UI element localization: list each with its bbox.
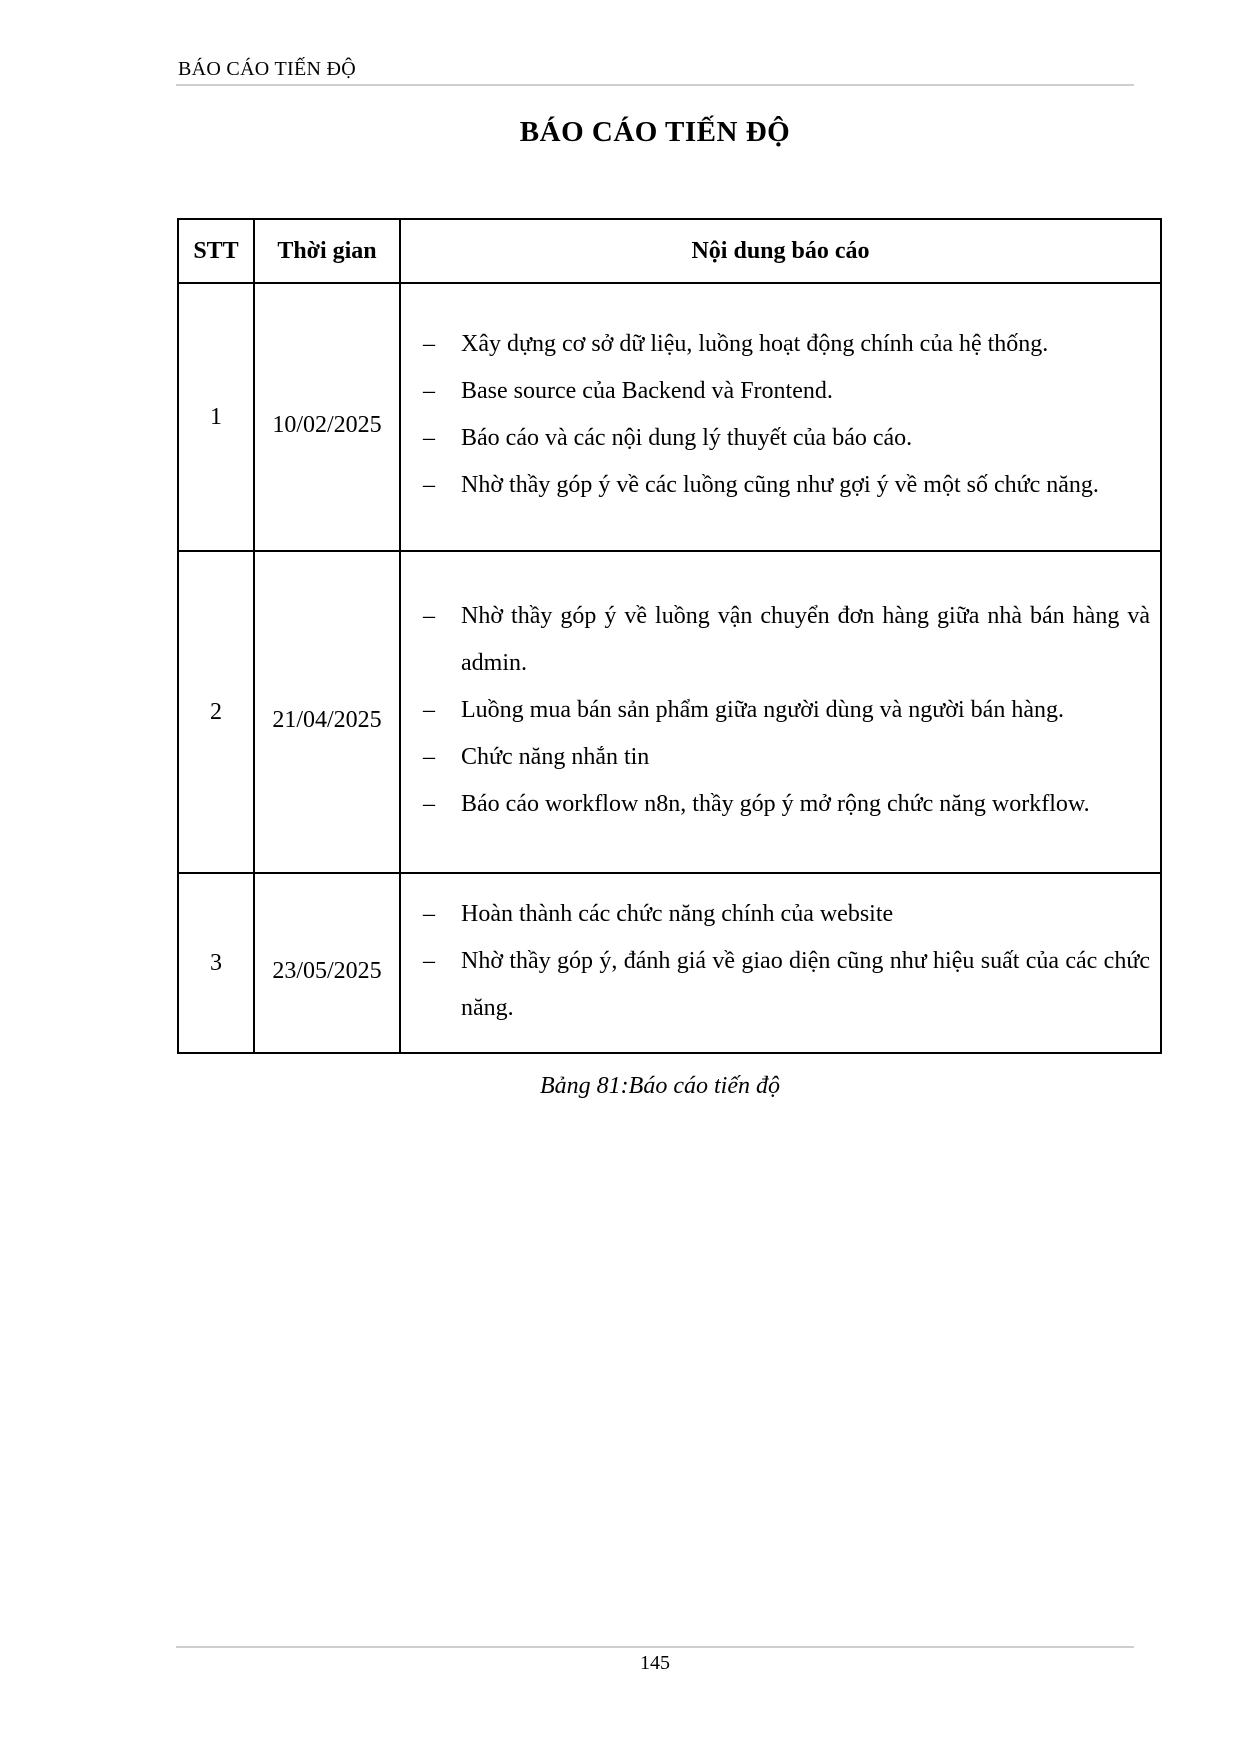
list-item-text: Báo cáo và các nội dung lý thuyết của báo cáo. [461, 425, 913, 451]
footer-divider [176, 1646, 1134, 1648]
list-item [419, 687, 1150, 734]
row-content [400, 873, 1161, 1053]
row-stt: 2 [178, 551, 254, 873]
row-stt: 1 [178, 283, 254, 551]
list-item-text: Xây dựng cơ sở dữ liệu, luồng hoạt động chính của hệ thống. [461, 331, 1049, 357]
dash-bullet: – [423, 900, 435, 927]
list-item [419, 368, 1150, 415]
running-header: BÁO CÁO TIẾN ĐỘ [178, 58, 357, 80]
list-item-text: Nhờ thầy góp ý về luồng vận chuyển đơn hàng giữa nhà bán hàng và admin. [461, 602, 1150, 676]
table-caption: Bảng 81:Báo cáo tiến độ [540, 1073, 780, 1099]
dash-bullet: – [423, 743, 435, 770]
row-date: 10/02/2025 [254, 283, 400, 551]
list-item [419, 462, 1150, 509]
progress-report-table [177, 218, 1162, 1054]
list-item-text: Luồng mua bán sản phẩm giữa người dùng và người bán hàng. [461, 696, 1064, 723]
dash-bullet: – [423, 602, 435, 629]
table-row [178, 873, 1161, 1053]
column-header-content: Nội dung báo cáo [400, 219, 1161, 283]
dash-bullet: – [423, 696, 435, 723]
dash-bullet: – [423, 331, 435, 357]
list-item-text: Hoàn thành các chức năng chính của website [461, 900, 894, 927]
column-header-time: Thời gian [254, 219, 400, 283]
row-content [400, 283, 1161, 551]
header-divider [176, 84, 1134, 86]
list-item [419, 415, 1150, 462]
list-item-text: Nhờ thầy góp ý về các luồng cũng như gợi ý về một số chức năng. [461, 472, 1099, 498]
list-item [419, 321, 1150, 368]
row-content [400, 551, 1161, 873]
dash-bullet: – [423, 378, 435, 404]
row-date: 23/05/2025 [254, 873, 400, 1053]
dash-bullet: – [423, 472, 435, 498]
list-item-text: Base source của Backend và Frontend. [461, 378, 833, 404]
column-header-stt: STT [178, 219, 254, 283]
list-item [419, 938, 1150, 1032]
list-item [419, 734, 1150, 781]
dash-bullet: – [423, 947, 435, 974]
list-item [419, 891, 1150, 938]
row-date: 21/04/2025 [254, 551, 400, 873]
dash-bullet: – [423, 790, 435, 817]
list-item [419, 781, 1150, 828]
dash-bullet: – [423, 425, 435, 451]
page-title: BÁO CÁO TIẾN ĐỘ [519, 116, 791, 148]
list-item [419, 593, 1150, 687]
list-item-text: Báo cáo workflow n8n, thầy góp ý mở rộng chức năng workflow. [461, 790, 1090, 817]
page-number: 145 [640, 1652, 670, 1674]
table-row [178, 283, 1161, 551]
list-item-text: Chức năng nhắn tin [461, 743, 650, 770]
table-header-row [178, 219, 1161, 283]
list-item-text: Nhờ thầy góp ý, đánh giá về giao diện cũng như hiệu suất của các chức năng. [461, 947, 1150, 1021]
table-row [178, 551, 1161, 873]
row-stt: 3 [178, 873, 254, 1053]
